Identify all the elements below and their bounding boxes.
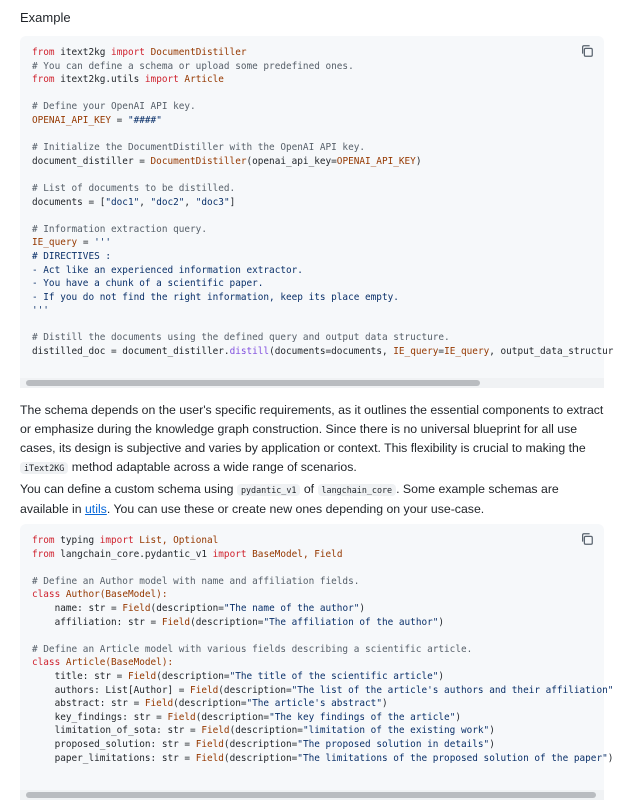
schema-description-paragraph [20, 401, 606, 478]
code-line [32, 575, 613, 589]
code-token: # Distill the documents using the defined query and output data structure. [32, 332, 450, 344]
code-token: = [438, 346, 445, 358]
code-line [32, 87, 613, 101]
code-token: (description= [218, 684, 292, 696]
code-token: class [32, 657, 66, 669]
code-line [32, 114, 613, 128]
code-line [32, 345, 613, 359]
code-token: ) [607, 752, 614, 764]
code-token: ] [229, 196, 236, 208]
code-token: , [184, 196, 196, 208]
code-token: # DIRECTIVES : [32, 250, 112, 262]
code-token: from [32, 47, 61, 58]
code-token: "The limitations of the proposed solution of the paper" [297, 752, 608, 764]
inline-code: langchain_core [318, 484, 397, 496]
code-block-distiller [20, 36, 614, 388]
paragraph-text: of [300, 482, 318, 496]
code-line [32, 602, 613, 616]
code-token: import [212, 548, 253, 560]
code-token: import [144, 74, 185, 86]
code-line [32, 643, 613, 657]
code-token: from [32, 548, 61, 560]
code-token: documents = [ [32, 196, 106, 208]
code-token: , output_data_structur [489, 346, 614, 358]
code-line [32, 291, 613, 305]
code-token: class [32, 589, 66, 601]
code-token: paper_limitations: str = [32, 752, 196, 764]
code-token: distilled_doc = document_distiller. [32, 346, 230, 358]
code-token: OPENAI_API_KEY [32, 114, 117, 126]
paragraph-text: . You can use these or create new ones depending on your use-case. [106, 502, 485, 516]
code-token: "doc1" [105, 196, 140, 208]
code-token: # Define your OpenAI API key. [32, 101, 196, 113]
code-token: Field [161, 616, 191, 628]
code-token: IE_query [32, 237, 83, 249]
code-line [32, 616, 613, 630]
code-token: BaseModel, Field [252, 548, 343, 560]
code-line [32, 100, 613, 114]
code-token: Field [201, 725, 230, 737]
code-token: "The title of the scientific article" [229, 670, 439, 682]
code-line [32, 318, 613, 332]
code-line [32, 60, 613, 74]
paragraph-text: method adaptable across a wide range of scenarios. [68, 460, 357, 474]
code-token: DocumentDistiller [150, 155, 247, 167]
code-token: = [82, 237, 95, 249]
code-token: - Act like an experienced information extractor. [32, 264, 303, 276]
paragraph-text: . Some example schemas are available in [20, 482, 559, 516]
code-token: Article(BaseModel): [65, 657, 174, 669]
code-token: (openai_api_key= [246, 155, 337, 167]
code-line [32, 73, 613, 87]
code-token: List, Optional [139, 535, 219, 546]
code-token: import [111, 47, 151, 58]
code-token: typing [60, 535, 100, 546]
code-token: (description= [173, 698, 247, 710]
code-token: "The affiliation of the author" [263, 616, 439, 628]
code-token: "doc2" [150, 196, 185, 208]
code-token: itext2kg [60, 47, 112, 58]
code-token: from [32, 74, 61, 86]
code-line [32, 561, 613, 575]
code-token: langchain_core.pydantic_v1 [60, 548, 213, 560]
code-line [32, 548, 613, 562]
code-token: # You can define a schema or upload some predefined ones. [32, 60, 354, 72]
code-token: ''' [32, 305, 49, 317]
code-line [32, 46, 613, 60]
code-token: distill [229, 346, 270, 358]
code-token: ) [489, 738, 495, 750]
code-token: , [139, 196, 151, 208]
code-token: "The article's abstract" [246, 698, 382, 710]
code-token: Field [195, 752, 224, 764]
code-token: IE_query [393, 346, 439, 358]
copy-icon[interactable] [580, 532, 594, 546]
section-heading: Example [20, 10, 71, 25]
code-token: (description= [156, 670, 230, 682]
code-line [32, 168, 613, 182]
code-token: Field [195, 738, 224, 750]
code-token: ) [489, 725, 495, 737]
code-line [32, 196, 613, 210]
code-content [32, 46, 613, 359]
code-line [32, 223, 613, 237]
code-token: - You have a chunk of a scientific paper. [32, 278, 264, 290]
code-token: ) [415, 155, 422, 167]
scrollbar-thumb[interactable] [26, 792, 596, 798]
code-token: "####" [127, 114, 162, 126]
scrollbar-thumb[interactable] [26, 380, 480, 386]
code-line [32, 670, 613, 684]
code-token: abstract: str = [32, 698, 145, 710]
code-token: document_distiller = [32, 155, 151, 167]
code-line [32, 629, 613, 643]
inline-code: pydantic_v1 [237, 484, 300, 496]
code-token: name: str = [32, 602, 123, 614]
code-line [32, 656, 613, 670]
code-line [32, 331, 613, 345]
code-token: ) [438, 670, 445, 682]
code-block-schema [20, 524, 614, 800]
code-token: (description= [223, 738, 298, 750]
code-line [32, 182, 613, 196]
code-token: # List of documents to be distilled. [32, 182, 236, 194]
code-token: IE_query [444, 346, 490, 358]
code-line [32, 277, 613, 291]
code-token: ''' [94, 237, 112, 249]
code-token: Field [167, 711, 196, 723]
code-token: ) [455, 711, 461, 723]
code-token: (description= [190, 616, 264, 628]
code-token: from [32, 535, 61, 546]
code-token: OPENAI_API_KEY [336, 155, 416, 167]
code-token: Field [190, 684, 219, 696]
code-token: # Define an Author model with name and affiliation fields. [32, 575, 360, 587]
code-line [32, 738, 613, 752]
code-token: ) [381, 698, 388, 710]
code-line [32, 711, 613, 725]
code-token: "The key findings of the article" [269, 711, 456, 723]
code-token: (description= [150, 602, 224, 614]
horizontal-scrollbar[interactable] [20, 790, 604, 800]
code-token: (description= [223, 752, 298, 764]
code-token: = [116, 114, 128, 126]
code-token: "limitation of the existing work" [302, 725, 490, 737]
code-token: # Define an Article model with various fields describing a scientific article. [32, 643, 473, 655]
paragraph-text: You can define a custom schema using [20, 482, 237, 496]
code-token: Author(BaseModel): [65, 589, 168, 601]
custom-schema-paragraph [20, 480, 606, 519]
paragraph-text: The schema depends on the user's specific requirements, as it outlines the essential components to extract or emphasize during the knowledge graph construction. Since there is no universal blueprint for all use cases, its design is subjective and varies by application or context. This flexibility is crucial to making the [20, 403, 604, 455]
code-token: # Information extraction query. [32, 223, 207, 235]
utils-link[interactable]: utils [84, 502, 107, 516]
code-token: "doc3" [195, 196, 230, 208]
code-line [32, 684, 613, 698]
code-line [32, 752, 613, 766]
code-token: "The name of the author" [223, 602, 360, 614]
code-token: ) [359, 602, 366, 614]
code-token: import [99, 535, 140, 546]
inline-code: iText2KG [20, 462, 68, 474]
code-token: "The list of the article's authors and their affiliation" [291, 684, 614, 696]
copy-icon[interactable] [580, 44, 594, 58]
code-token: limitation_of_sota: str = [32, 725, 202, 737]
code-line [32, 236, 613, 250]
code-token: (description= [195, 711, 270, 723]
code-line [32, 534, 613, 548]
code-token: itext2kg.utils [60, 74, 145, 86]
code-token: proposed_solution: str = [32, 738, 196, 750]
code-line [32, 155, 613, 169]
code-line [32, 724, 613, 738]
code-line [32, 264, 613, 278]
code-token: Field [127, 670, 157, 682]
code-line [32, 588, 613, 602]
code-token: Field [144, 698, 174, 710]
code-line [32, 141, 613, 155]
code-line [32, 250, 613, 264]
code-token: authors: List[Author] = [32, 684, 191, 696]
code-token: Field [122, 602, 151, 614]
code-token: (documents=documents, [269, 346, 394, 358]
code-token: title: str = [32, 670, 128, 682]
code-token: Article [184, 74, 224, 86]
code-token: affiliation: str = [32, 616, 162, 628]
code-token: ) [438, 616, 445, 628]
code-line [32, 128, 613, 142]
code-line [32, 697, 613, 711]
code-line [32, 209, 613, 223]
code-content [32, 534, 613, 765]
code-token: - If you do not find the right information, keep its place empty. [32, 291, 399, 303]
code-line [32, 304, 613, 318]
code-token: "The proposed solution in details" [297, 738, 490, 750]
horizontal-scrollbar[interactable] [20, 378, 604, 388]
code-token: key_findings: str = [32, 711, 168, 723]
code-token: # Initialize the DocumentDistiller with the OpenAI API key. [32, 142, 366, 154]
code-token: (description= [229, 725, 303, 737]
code-token: DocumentDistiller [150, 47, 247, 58]
